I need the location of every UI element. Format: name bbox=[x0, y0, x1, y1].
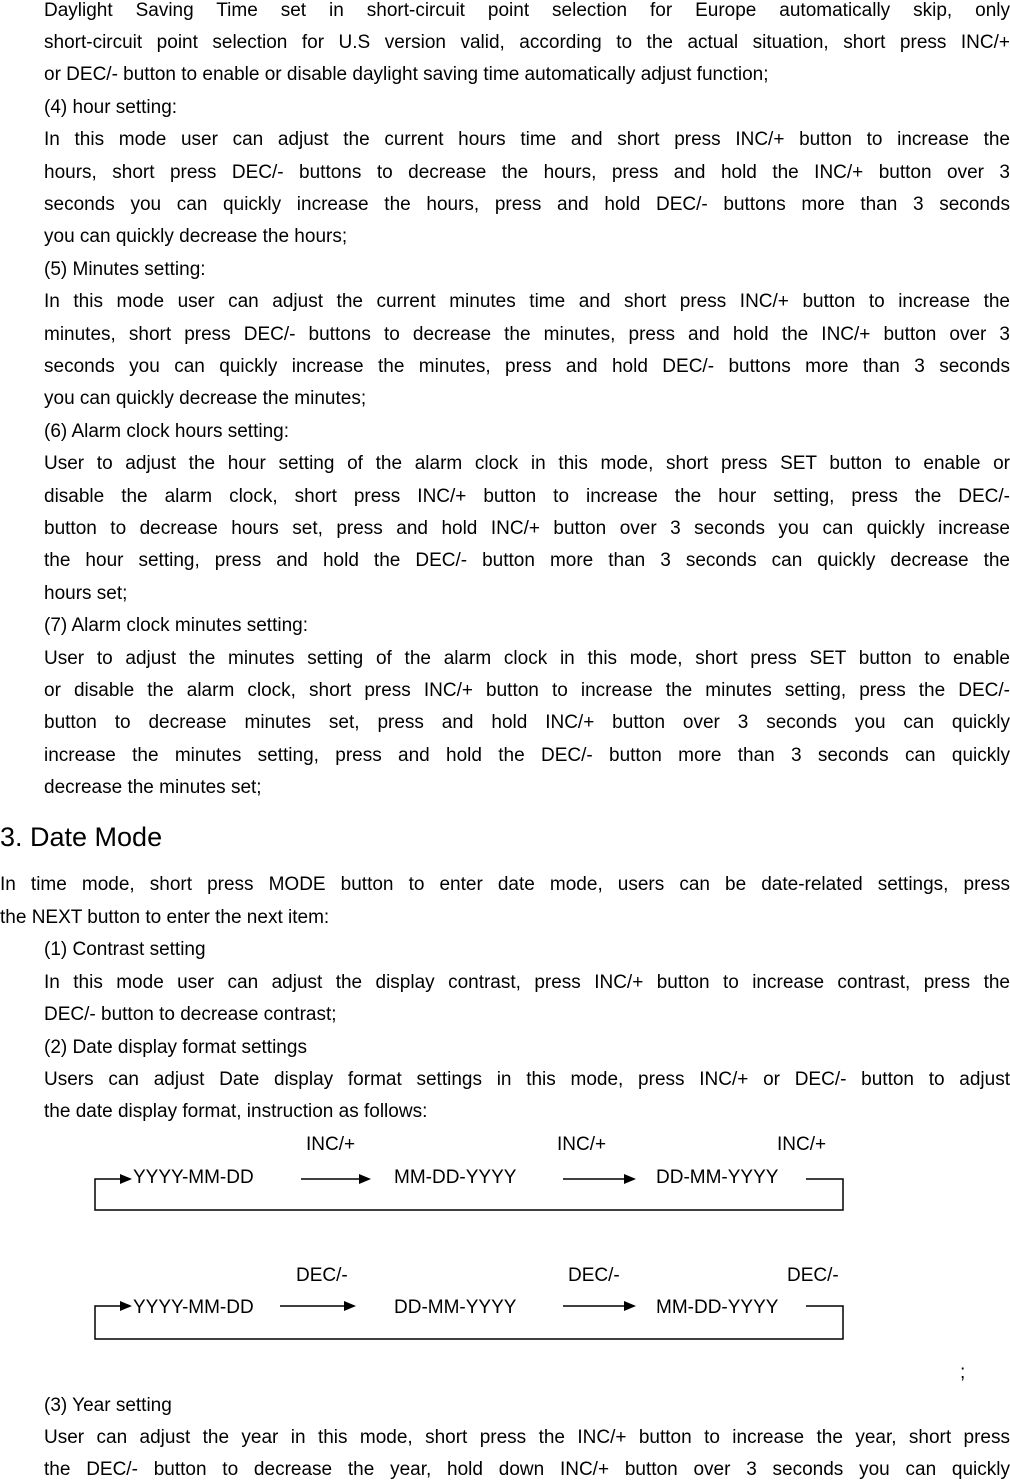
alarm-hours-line-2: disable the alarm clock, short press INC/+ button to increase the hour setting, press the DEC/- bbox=[44, 486, 1010, 507]
inc-label-1: INC/+ bbox=[306, 1134, 356, 1155]
alarm-hours-line-1: User to adjust the hour setting of the alarm clock in this mode, short press SET button to enable or bbox=[44, 453, 1010, 474]
dec-format-1: YYYY-MM-DD bbox=[133, 1297, 254, 1318]
alarm-hours-heading: (6) Alarm clock hours setting: bbox=[44, 421, 289, 442]
alarm-minutes-line-5: decrease the minutes set; bbox=[44, 777, 262, 798]
contrast-heading: (1) Contrast setting bbox=[44, 939, 206, 960]
alarm-hours-line-3: button to decrease hours set, press and hold INC/+ button over 3 seconds you can quickly increase bbox=[44, 518, 1010, 539]
dec-arrow-1-head bbox=[344, 1301, 356, 1311]
dec-label-3: DEC/- bbox=[787, 1265, 839, 1286]
date-mode-intro-line-2: the NEXT button to enter the next item: bbox=[0, 907, 330, 928]
alarm-minutes-line-4: increase the minutes setting, press and hold the DEC/- button more than 3 seconds can quickly bbox=[44, 745, 1010, 766]
date-mode-intro-line-1: In time mode, short press MODE button to enter date mode, users can be date-related settings, press bbox=[0, 874, 1010, 895]
dec-label-1: DEC/- bbox=[296, 1265, 348, 1286]
alarm-minutes-line-2: or disable the alarm clock, short press INC/+ button to increase the minutes setting, press the DEC/- bbox=[44, 680, 1010, 701]
diagram-end-semicolon: ; bbox=[960, 1362, 966, 1383]
contrast-line-2: DEC/- button to decrease contrast; bbox=[44, 1004, 337, 1025]
inc-label-3: INC/+ bbox=[777, 1134, 827, 1155]
hour-setting-line-1: In this mode user can adjust the current hours time and short press INC/+ button to increase the bbox=[44, 129, 1010, 150]
inc-arrow-1-head bbox=[359, 1174, 371, 1184]
alarm-minutes-line-3: button to decrease minutes set, press and hold INC/+ button over 3 seconds you can quickly bbox=[44, 712, 1010, 733]
year-setting-line-2: the DEC/- button to decrease the year, hold down INC/+ button over 3 seconds you can quickly bbox=[44, 1459, 1010, 1480]
contrast-line-1: In this mode user can adjust the display contrast, press INC/+ button to increase contrast, press the bbox=[44, 972, 1010, 993]
inc-label-2: INC/+ bbox=[557, 1134, 607, 1155]
year-setting-line-1: User can adjust the year in this mode, short press the INC/+ button to increase the year, short press bbox=[44, 1427, 1010, 1448]
inc-arrow-2-head bbox=[624, 1174, 636, 1184]
dec-arrow-2-head bbox=[624, 1301, 636, 1311]
minutes-setting-line-1: In this mode user can adjust the current minutes time and short press INC/+ button to increase the bbox=[44, 291, 1010, 312]
minutes-setting-heading: (5) Minutes setting: bbox=[44, 259, 206, 280]
alarm-minutes-heading: (7) Alarm clock minutes setting: bbox=[44, 615, 308, 636]
dst-text-line-3: or DEC/- button to enable or disable daylight saving time automatically adjust function; bbox=[44, 64, 769, 85]
alarm-hours-line-5: hours set; bbox=[44, 583, 128, 604]
alarm-minutes-line-1: User to adjust the minutes setting of the alarm clock in this mode, short press SET button to enable bbox=[44, 648, 1010, 669]
dst-text-line-1: Daylight Saving Time set in short-circuit point selection for Europe automatically skip, only bbox=[44, 0, 1010, 21]
hour-setting-heading: (4) hour setting: bbox=[44, 97, 178, 118]
hour-setting-line-2: hours, short press DEC/- buttons to decrease the hours, press and hold the INC/+ button over 3 bbox=[44, 162, 1010, 183]
hour-setting-line-4: you can quickly decrease the hours; bbox=[44, 226, 348, 247]
year-setting-heading: (3) Year setting bbox=[44, 1395, 172, 1416]
minutes-setting-line-4: you can quickly decrease the minutes; bbox=[44, 388, 367, 409]
dec-format-3: MM-DD-YYYY bbox=[656, 1297, 779, 1318]
date-format-line-1: Users can adjust Date display format settings in this mode, press INC/+ or DEC/- button to adjust bbox=[44, 1069, 1010, 1090]
minutes-setting-line-3: seconds you can quickly increase the minutes, press and hold DEC/- buttons more than 3 seconds bbox=[44, 356, 1010, 377]
inc-format-1: YYYY-MM-DD bbox=[133, 1167, 254, 1188]
hour-setting-line-3: seconds you can quickly increase the hours, press and hold DEC/- buttons more than 3 seconds bbox=[44, 194, 1010, 215]
alarm-hours-line-4: the hour setting, press and hold the DEC/- button more than 3 seconds can quickly decrease the bbox=[44, 550, 1010, 571]
inc-format-3: DD-MM-YYYY bbox=[656, 1167, 779, 1188]
date-format-heading: (2) Date display format settings bbox=[44, 1037, 307, 1058]
minutes-setting-line-2: minutes, short press DEC/- buttons to decrease the minutes, press and hold the INC/+ button over 3 bbox=[44, 324, 1010, 345]
dec-return-arrow-head bbox=[120, 1301, 132, 1311]
inc-format-2: MM-DD-YYYY bbox=[394, 1167, 517, 1188]
dec-label-2: DEC/- bbox=[568, 1265, 620, 1286]
dst-text-line-2: short-circuit point selection for U.S version valid, according to the actual situation, short press INC/+ bbox=[44, 32, 1010, 53]
date-format-line-2: the date display format, instruction as follows: bbox=[44, 1101, 428, 1122]
date-mode-heading: 3. Date Mode bbox=[0, 822, 163, 852]
dec-format-2: DD-MM-YYYY bbox=[394, 1297, 517, 1318]
inc-return-arrow-head bbox=[120, 1174, 132, 1184]
